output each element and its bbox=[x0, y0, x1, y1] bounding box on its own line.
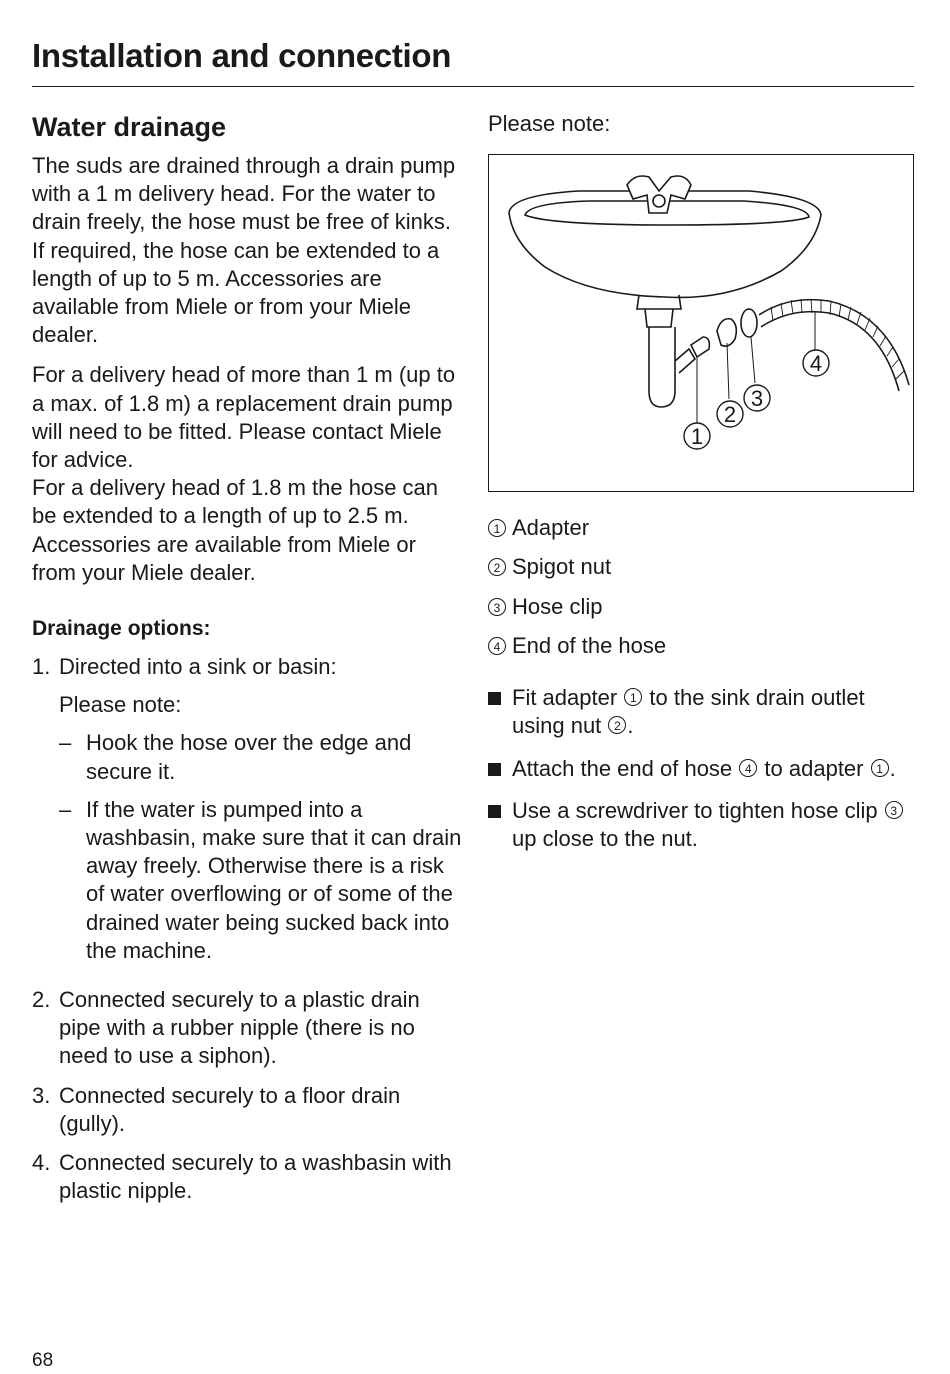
dash-text: Hook the hose over the edge and secure it. bbox=[86, 730, 412, 784]
section-title: Water drainage bbox=[32, 112, 227, 142]
step-item bbox=[488, 755, 918, 783]
sink-drawing bbox=[489, 155, 912, 490]
figure-legend bbox=[488, 508, 918, 666]
option-item bbox=[32, 1082, 464, 1138]
option-item bbox=[32, 986, 464, 1071]
option-number: 2. bbox=[32, 987, 51, 1013]
step-item bbox=[488, 684, 918, 740]
page-number: 68 bbox=[32, 1350, 54, 1371]
option-note: Please note: bbox=[59, 692, 182, 718]
legend-item bbox=[488, 508, 918, 548]
step-item bbox=[488, 797, 918, 853]
siphon bbox=[649, 327, 675, 407]
option-number: 3. bbox=[32, 1082, 51, 1108]
left-column bbox=[32, 110, 464, 1217]
adapter-part bbox=[691, 337, 709, 357]
option-item bbox=[32, 653, 464, 975]
legend-label: Adapter bbox=[512, 514, 590, 540]
option-item bbox=[32, 1149, 464, 1205]
figure-note: Please note: bbox=[488, 111, 611, 136]
legend-label: Spigot nut bbox=[512, 554, 612, 580]
dash-text: If the water is pumped into a washbasin, make sure that it can drain away freely. Otherwise there is a risk of water overflowing or of some of the drained water being sucked back into the machine. bbox=[86, 796, 462, 963]
drain-pipe bbox=[645, 309, 673, 327]
option-number: 4. bbox=[32, 1150, 51, 1176]
inline-number: 1 bbox=[624, 688, 642, 706]
dash-marker: – bbox=[59, 730, 72, 756]
hose-clip-part bbox=[741, 309, 757, 337]
step-text: Attach the end of hose 4 to adapter 1 . bbox=[512, 755, 896, 781]
inline-number: 1 bbox=[871, 759, 889, 777]
option-text: Connected securely to a floor drain (gully). bbox=[59, 1082, 401, 1136]
legend-item bbox=[488, 627, 918, 667]
siphon-outlet bbox=[675, 349, 695, 373]
page-title: Installation and connection bbox=[32, 37, 452, 74]
square-bullet-icon bbox=[488, 763, 501, 776]
spigot-nut-part bbox=[717, 319, 736, 346]
step-text: Fit adapter 1 to the sink drain outlet using nut 2 . bbox=[512, 685, 865, 739]
dash-marker: – bbox=[59, 796, 72, 822]
hose-part bbox=[759, 300, 909, 385]
legend-item bbox=[488, 548, 918, 588]
option-text: Connected securely to a plastic drain pipe with a rubber nipple (there is no need to use a siphon). bbox=[59, 987, 420, 1069]
legend-number: 4 bbox=[488, 637, 506, 655]
dash-item bbox=[59, 729, 464, 785]
callout-1: 1 bbox=[690, 424, 704, 450]
legend-number: 1 bbox=[488, 519, 506, 537]
legend-number: 3 bbox=[488, 598, 506, 616]
paragraph-line: For a delivery head of 1.8 m the hose can be extended to a length of up to 2.5 m. Accessories are available from Miele or from your Miele dealer. bbox=[32, 475, 439, 585]
legend-label: End of the hose bbox=[512, 633, 667, 659]
callout-2: 2 bbox=[723, 402, 737, 428]
option-number: 1. bbox=[32, 654, 51, 680]
square-bullet-icon bbox=[488, 692, 501, 705]
paragraph-line: The suds are drained through a drain pump with a 1 m delivery head. For the water to drain freely, the hose must be free of kinks. bbox=[32, 153, 456, 235]
dash-item bbox=[59, 796, 464, 965]
callout-3: 3 bbox=[750, 386, 764, 412]
step-text: Use a screwdriver to tighten hose clip 3 up close to the nut. bbox=[512, 797, 918, 853]
option-text: Directed into a sink or basin: bbox=[59, 654, 337, 680]
delivery-head-paragraph bbox=[32, 361, 464, 587]
callout-4: 4 bbox=[809, 351, 823, 377]
inline-number: 4 bbox=[739, 759, 757, 777]
legend-label: Hose clip bbox=[512, 593, 603, 619]
intro-paragraph bbox=[32, 152, 464, 349]
right-column bbox=[488, 110, 918, 867]
paragraph-line: If required, the hose can be extended to a length of up to 5 m. Accessories are available from Miele or from your Miele dealer. bbox=[32, 237, 440, 348]
paragraph-line: For a delivery head of more than 1 m (up to a max. of 1.8 m) a replacement drain pump will need to be fitted. Please contact Miele for advice. bbox=[32, 362, 456, 473]
drainage-options-heading: Drainage options: bbox=[32, 617, 211, 641]
square-bullet-icon bbox=[488, 805, 501, 818]
sink-connection-illustration bbox=[488, 154, 914, 492]
inline-number: 3 bbox=[885, 801, 903, 819]
instruction-steps bbox=[488, 684, 918, 853]
title-divider bbox=[32, 86, 914, 87]
legend-item bbox=[488, 587, 918, 627]
inline-number: 2 bbox=[608, 716, 626, 734]
option-text: Connected securely to a washbasin with plastic nipple. bbox=[59, 1150, 452, 1204]
legend-number: 2 bbox=[488, 558, 506, 576]
